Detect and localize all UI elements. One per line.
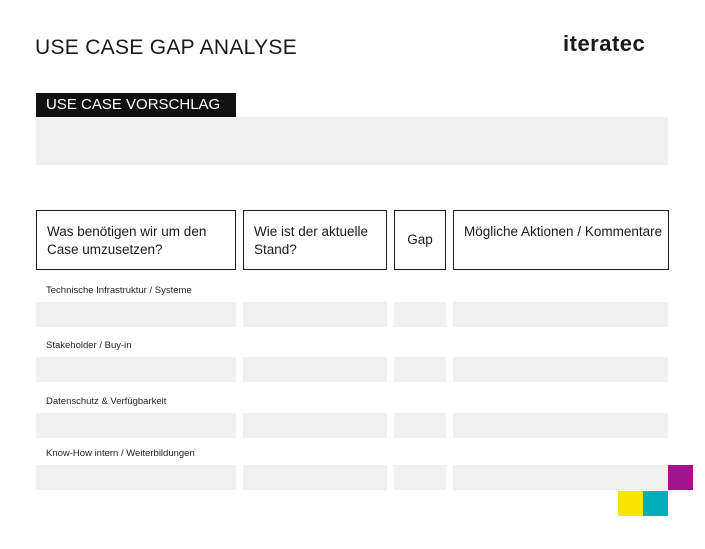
cell-know-how-status[interactable]	[243, 465, 387, 490]
cell-stakeholder-gap[interactable]	[394, 357, 446, 382]
row-label-data-privacy: Datenschutz & Verfügbarkeit	[46, 396, 167, 407]
cell-stakeholder-status[interactable]	[243, 357, 387, 382]
use-case-proposal-field[interactable]	[36, 117, 668, 165]
brand-square-teal	[643, 491, 668, 516]
header-actions-comments: Mögliche Aktionen / Kommentare	[453, 210, 669, 270]
cell-data-privacy-requirements[interactable]	[36, 413, 236, 438]
cell-data-privacy-gap[interactable]	[394, 413, 446, 438]
header-current-status: Wie ist der aktuelle Stand?	[243, 210, 387, 270]
cell-infrastructure-gap[interactable]	[394, 302, 446, 327]
cell-infrastructure-requirements[interactable]	[36, 302, 236, 327]
cell-stakeholder-actions[interactable]	[453, 357, 668, 382]
header-requirements: Was benötigen wir um den Case umzusetzen?	[36, 210, 236, 270]
row-label-stakeholder: Stakeholder / Buy-in	[46, 340, 132, 351]
row-label-infrastructure: Technische Infrastruktur / Systeme	[46, 285, 192, 296]
cell-know-how-requirements[interactable]	[36, 465, 236, 490]
row-label-know-how: Know-How intern / Weiterbildungen	[46, 448, 195, 459]
cell-infrastructure-status[interactable]	[243, 302, 387, 327]
brand-square-magenta	[668, 465, 693, 490]
header-gap: Gap	[394, 210, 446, 270]
iteratec-logo: iteratec	[563, 31, 646, 56]
use-case-proposal-label: USE CASE VORSCHLAG	[36, 93, 236, 117]
cell-infrastructure-actions[interactable]	[453, 302, 668, 327]
cell-data-privacy-actions[interactable]	[453, 413, 668, 438]
cell-know-how-actions[interactable]	[453, 465, 668, 490]
page-title: USE CASE GAP ANALYSE	[35, 36, 297, 59]
cell-data-privacy-status[interactable]	[243, 413, 387, 438]
cell-know-how-gap[interactable]	[394, 465, 446, 490]
brand-square-yellow	[618, 491, 643, 516]
cell-stakeholder-requirements[interactable]	[36, 357, 236, 382]
